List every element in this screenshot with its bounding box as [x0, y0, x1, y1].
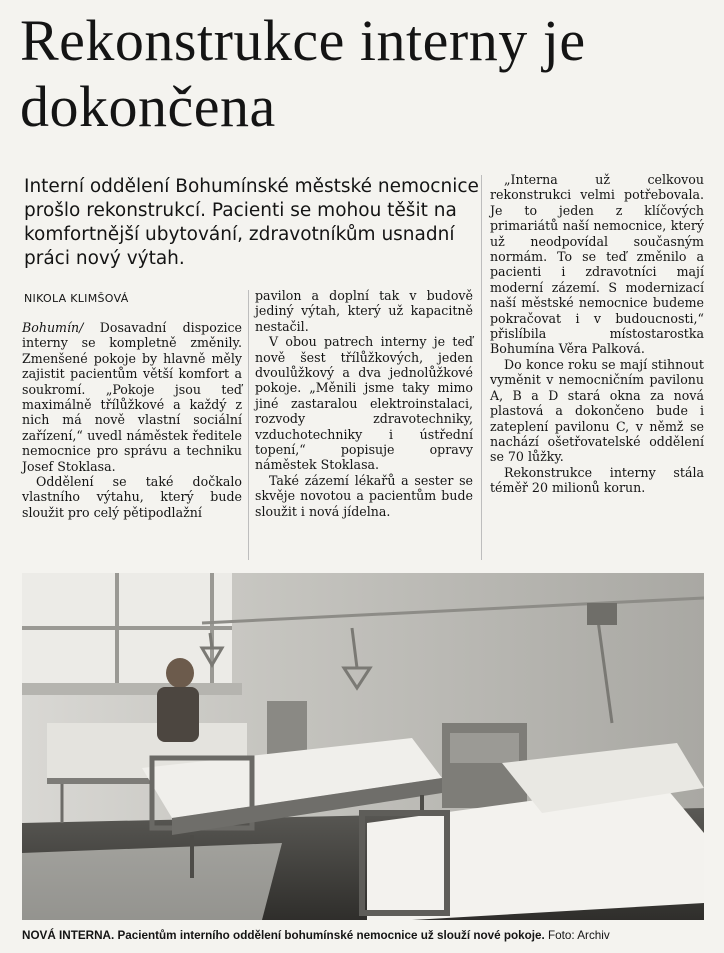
article-paragraph: V obou patrech interny je teď nově šest třílůžkových, jeden dvoulůžkový a dva jednolůžkové pokoje. „Měnili jsme taky mimo jiné zastaralou elektroinstalaci, rozvody zdravotechniky, vzduchotechniky i ústřední topení,“ popisuje opravy náměstek Stoklasa.	[255, 334, 473, 473]
article-headline: Rekonstrukce interny je dokončena	[20, 8, 586, 139]
article-paragraph: „Interna už celkovou rekonstrukci velmi potřebovala. Je to jeden z klíčových primariátů naší nemocnice, který už neodpovídal současným normám. To se teď změnilo a pacienti i zdravotníci mají moderní zázemí. S modernizací naší městské nemocnice budeme pokračovat i v budoucnosti,“ přislíbila místostarostka Bohumína Věra Palková.	[490, 172, 704, 357]
caption-lead: NOVÁ INTERNA.	[22, 929, 115, 942]
article-paragraph: Oddělení se také dočkalo vlastního výtahu, který bude sloužit pro celý pětipodlažní	[22, 474, 242, 520]
article-perex: Interní oddělení Bohumínské městské nemocnice prošlo rekonstrukcí. Pacienti se mohou těšit na komfortnější ubytování, zdravotníkům usnadní práci nový výtah.	[24, 176, 479, 269]
caption-text: Pacientům interního oddělení bohumínské nemocnice už slouží nové pokoje.	[114, 929, 545, 942]
column-divider	[481, 175, 482, 560]
paragraph-text: Dosavadní dispozice interny se kompletně změnily. Zmenšené pokoje by hlavně měly zajistit pacientům větší komfort a soukromí. „Pokoje jsou teď maximálně třílůžkové a každý z nich má nově vlastní sociální zařízení,“ uvedl náměstek ředitele nemocnice pro správu a techniku Josef Stoklasa.	[22, 320, 242, 474]
dateline: Bohumín/	[22, 320, 84, 335]
article-paragraph: pavilon a doplní tak v budově jediný výtah, který už kapacitně nestačil.	[255, 288, 473, 334]
article-paragraph: Rekonstrukce interny stála téměř 20 milionů korun.	[490, 464, 704, 496]
article-paragraph: Také zázemí lékařů a sester se skvěje novotou a pacientům bude sloužit i nová jídelna.	[255, 472, 473, 519]
photo-caption	[22, 929, 712, 942]
article-photo	[22, 573, 704, 920]
article-column-2	[255, 288, 473, 519]
article-author: NIKOLA KLIMŠOVÁ	[24, 292, 129, 305]
article-paragraph	[22, 320, 242, 474]
article-paragraph: Do konce roku se mají stihnout vyměnit v nemocničním pavilonu A, B a D stará okna za nová plastová a dokončeno bude i zateplení pavilonu C, v němž se nachází ošetřovatelské oddělení se 70 lůžky.	[490, 356, 704, 465]
article-column-1	[22, 320, 242, 520]
photo-credit: Foto: Archiv	[544, 929, 610, 942]
hospital-room-photo	[22, 573, 704, 920]
article-column-3	[490, 172, 704, 496]
column-divider	[248, 290, 249, 560]
